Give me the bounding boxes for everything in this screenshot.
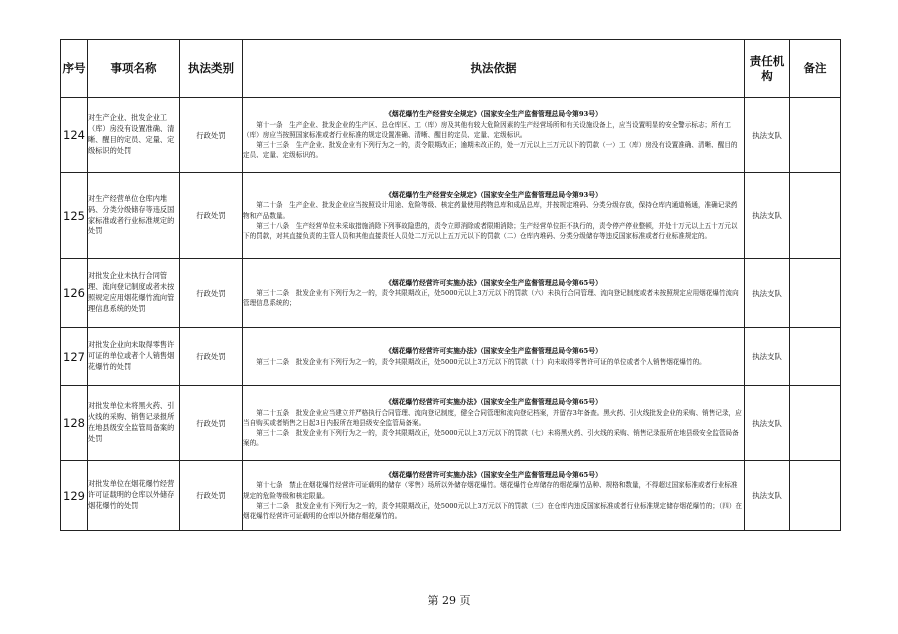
row-item-name: 对生产经营单位仓库内堆码、分类分级储存等违反国家标准或者行业标准规定的处罚 [88, 173, 180, 259]
row-basis [243, 173, 745, 259]
table-row [61, 173, 841, 259]
row-basis [243, 328, 745, 386]
row-note [790, 98, 841, 173]
row-item-name: 对批发企业未执行合同管理、流向登记制度或者未按照规定应用烟花爆竹流向管理信息系统的处罚 [88, 259, 180, 328]
header-seq: 序号 [61, 40, 88, 98]
row-item-name: 对批发单位在烟花爆竹经营许可证载明的仓库以外储存烟花爆竹的处罚 [88, 461, 180, 531]
header-category: 执法类别 [180, 40, 243, 98]
table-row [61, 461, 841, 531]
regulation-title: 《烟花爆竹经营许可实施办法》（国家安全生产监督管理总局令第65号） [385, 278, 602, 287]
row-category: 行政处罚 [180, 461, 243, 531]
row-category: 行政处罚 [180, 98, 243, 173]
table-row [61, 98, 841, 173]
row-category: 行政处罚 [180, 386, 243, 461]
row-category: 行政处罚 [180, 173, 243, 259]
row-item-name: 对批发单位未将黑火药、引火线的采购、销售记录报所在地县级安全监管局备案的处罚 [88, 386, 180, 461]
row-note [790, 386, 841, 461]
basis-paragraph: 第二十五条 批发企业应当建立并严格执行合同管理、流向登记制度，健全合同管理和流向登记档案，并留存3年备查。黑火药、引火线批发企业的采购、销售记录，应当自购买或者销售之日起3日内报所在地县级安全监管局备案。 [243, 408, 742, 428]
row-basis [243, 259, 745, 328]
regulation-title: 《烟花爆竹经营许可实施办法》（国家安全生产监督管理总局令第65号） [385, 347, 602, 356]
row-category: 行政处罚 [180, 259, 243, 328]
row-note [790, 461, 841, 531]
basis-paragraph: 第三十八条 生产经营单位未采取措施消除下列事故隐患的，责令立即消除或者限期消除；生产经营单位拒不执行的，责令停产停业整顿，并处十万元以上五十万元以下的罚款，对其直接负责的主管人员和其他直接责任人员处二万元以上五万元以下的罚款（二）仓库内堆码、分类分级储存等违反国家标准或者行业标准规定的。 [243, 221, 738, 240]
table-row [61, 328, 841, 386]
row-item-name: 对生产企业、批发企业工（库）房没有设置准确、清晰、醒目的定员、定量、定级标识的处罚 [88, 98, 180, 173]
row-note [790, 328, 841, 386]
row-org: 执法支队 [745, 259, 790, 328]
basis-paragraph: 第三十二条 批发企业有下列行为之一的，责令其限期改正，处5000元以上3万元以下的罚款（三）在仓库内违反国家标准或者行业标准规定储存烟花爆竹的；（四）在烟花爆竹经营许可证载明的仓库以外储存烟花爆竹的。 [243, 501, 743, 520]
basis-paragraph: 第二十条 生产企业、批发企业应当按照设计用途、危险等级、核定药量使用药物总库和成品总库，并按规定堆码、分类分级存放，保持仓库内通道畅通，准确记录药物和产品数量。 [243, 201, 738, 220]
row-org: 执法支队 [745, 173, 790, 259]
basis-paragraph: 第三十二条 批发企业有下列行为之一的，责令其限期改正，处5000元以上3万元以下的罚款（七）未将黑火药、引火线的采购、销售记录报所在地县级安全监管局备案的。 [243, 429, 739, 448]
row-item-name: 对批发企业向未取得零售许可证的单位或者个人销售烟花爆竹的处罚 [88, 328, 180, 386]
row-org: 执法支队 [745, 386, 790, 461]
row-org: 执法支队 [745, 98, 790, 173]
basis-paragraph: 第十七条 禁止在烟花爆竹经营许可证载明的储存（零售）场所以外储存烟花爆竹。烟花爆竹仓库储存的烟花爆竹品种、规格和数量，不得超过国家标准或者行业标准规定的危险等级和核定限量。 [243, 481, 738, 500]
row-note [790, 173, 841, 259]
basis-paragraph: 第十一条 生产企业、批发企业的生产区、总仓库区、工（库）房及其他有较大危险因素的生产经营场所和有关设施设备上，应当设置明显的安全警示标志；所有工（库）房应当按照国家标准或者行业标准的规定设置准确、清晰、醒目的定员、定量、定级标识。 [243, 120, 731, 140]
row-note [790, 259, 841, 328]
row-seq: 129 [61, 461, 88, 531]
regulation-title: 《烟花爆竹生产经营安全规定》（国家安全生产监督管理总局令第93号） [385, 110, 602, 119]
row-seq: 127 [61, 328, 88, 386]
regulation-title: 《烟花爆竹经营许可实施办法》（国家安全生产监督管理总局令第65号） [385, 470, 602, 479]
header-org: 责任机构 [745, 40, 790, 98]
enforcement-table [60, 39, 841, 531]
basis-paragraph: 第三十三条 生产企业、批发企业有下列行为之一的，责令限期改正；逾期未改正的，处一万元以上三万元以下的罚款（一）工（库）房没有设置准确、清晰、醒目的定员、定量、定级标识的。 [243, 141, 738, 160]
header-note: 备注 [790, 40, 841, 98]
row-category: 行政处罚 [180, 328, 243, 386]
regulation-title: 《烟花爆竹生产经营安全规定》（国家安全生产监督管理总局令第93号） [385, 190, 602, 199]
row-seq: 125 [61, 173, 88, 259]
header-basis: 执法依据 [243, 40, 745, 98]
row-org: 执法支队 [745, 328, 790, 386]
row-seq: 128 [61, 386, 88, 461]
table-row [61, 386, 841, 461]
row-seq: 124 [61, 98, 88, 173]
basis-paragraph: 第三十二条 批发企业有下列行为之一的，责令其限期改正，处5000元以上3万元以下的罚款（六）未执行合同管理、流向登记制度或者未按照规定应用烟花爆竹流向管理信息系统的； [243, 289, 739, 308]
table-row [61, 259, 841, 328]
row-basis [243, 98, 745, 173]
regulation-title: 《烟花爆竹经营许可实施办法》（国家安全生产监督管理总局令第65号） [385, 398, 602, 407]
row-basis [243, 386, 745, 461]
header-name: 事项名称 [88, 40, 180, 98]
header-row [61, 40, 841, 98]
row-seq: 126 [61, 259, 88, 328]
basis-paragraph: 第三十二条 批发企业有下列行为之一的，责令其限期改正，处5000元以上3万元以下的罚款（十）向未取得零售许可证的单位或者个人销售烟花爆竹的。 [256, 357, 706, 366]
row-basis [243, 461, 745, 531]
page-number: 第 29 页 [427, 594, 471, 607]
row-org: 执法支队 [745, 461, 790, 531]
